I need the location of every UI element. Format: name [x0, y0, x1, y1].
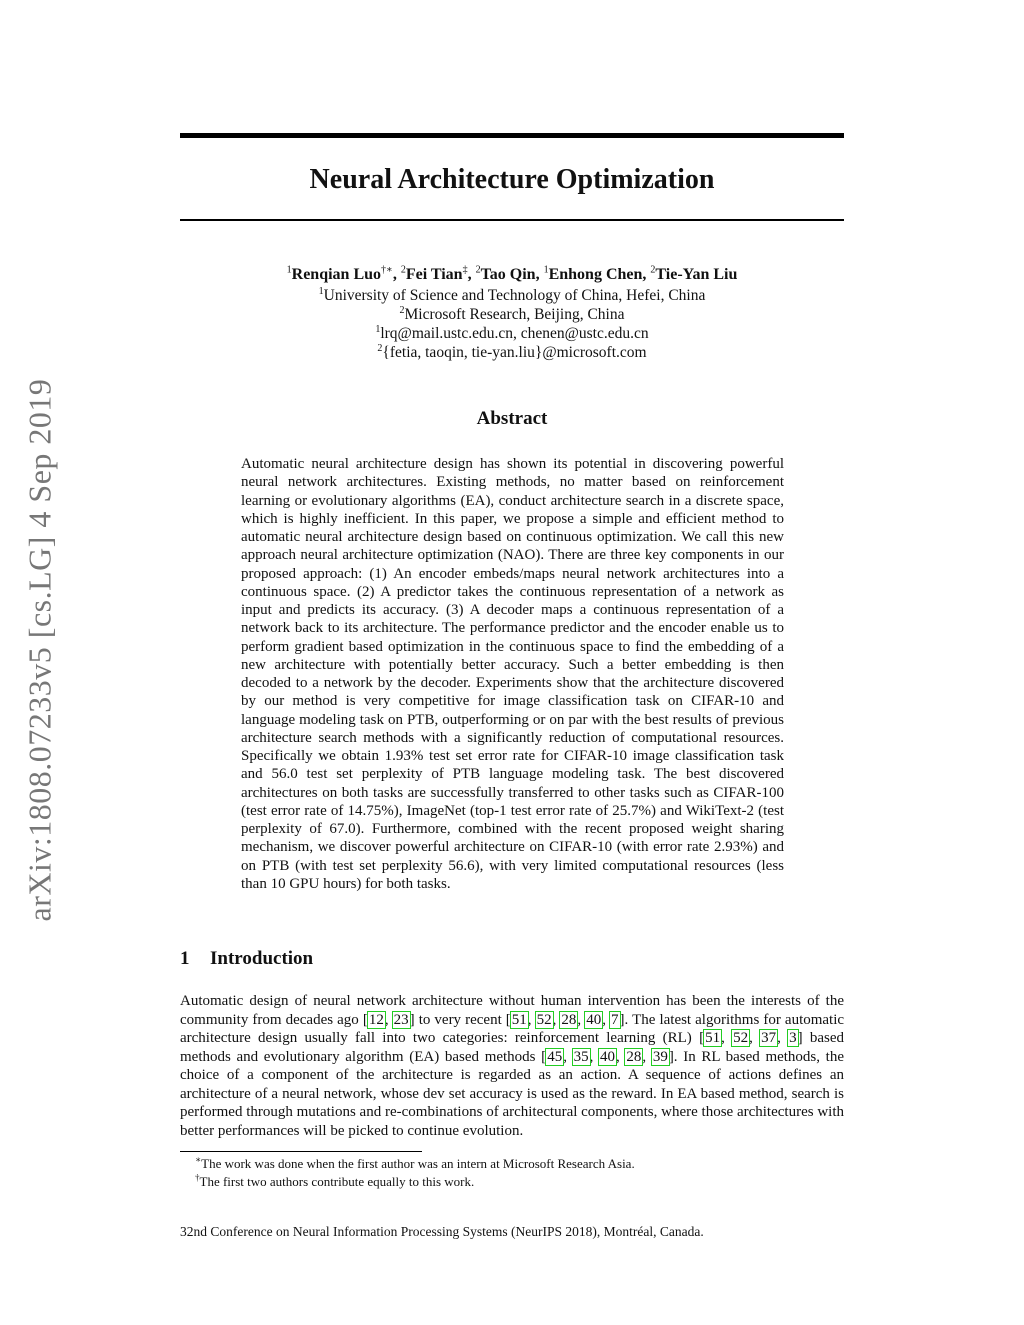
citation-link[interactable]: 12	[368, 1011, 384, 1028]
footnote-rule	[180, 1151, 422, 1152]
citation-link[interactable]: 40	[586, 1011, 602, 1028]
affiliation-list	[180, 286, 844, 362]
author-list: $^1$Renqian Luo†∗, $^2$Fei Tian‡, $^2$Tao Qin, $^1$Enhong Chen, $^2$Tie-Yan Liu	[286, 264, 738, 283]
section-title: Introduction	[210, 948, 314, 969]
author-block	[180, 264, 844, 362]
author-affil-sup: 1	[286, 264, 292, 276]
footnote-mark: ∗	[195, 1154, 202, 1165]
introduction-paragraph: Automatic design of neural network architecture without human intervention has been the interests of the community from decades ago [12, 23] to very recent [51, 52, 28, 40, 7]. The latest algorithms for automatic architecture design usually fall into two categories: reinforcement learning (RL) [51, 52, 37, 3] based methods and evolutionary algorithm (EA) based methods [45, 35, 40, 28, 39]. In RL based methods, the choice of a component of the architecture is regarded as an action. A sequence of actions defines an architecture of a neural network, whose dev set accuracy is used as the reward. In EA based method, search is performed through mutations and re-combinations of architectural components, where those architectures with better performances will be picked to continue evolution.	[180, 993, 845, 1139]
affiliation-line	[180, 305, 844, 324]
footnote-text: The work was done when the first author was an intern at Microsoft Research Asia.	[201, 1156, 635, 1171]
section-number: 1	[180, 948, 190, 969]
abstract-heading: Abstract	[476, 408, 548, 429]
citation-link[interactable]: 51	[511, 1011, 527, 1028]
footnote-text: The first two authors contribute equally to this work.	[199, 1174, 475, 1189]
affiliation-text: Microsoft Research, Beijing, China	[404, 306, 625, 323]
footnote	[195, 1173, 845, 1191]
citation-link[interactable]: 7	[611, 1011, 619, 1028]
footnote	[195, 1155, 845, 1173]
citation-link[interactable]: 23	[393, 1011, 409, 1028]
affiliation-sup: 2	[377, 342, 383, 354]
affiliation-line	[180, 324, 844, 343]
author-footnote-mark: †∗	[381, 264, 393, 276]
affiliation-sup: 2	[399, 304, 405, 316]
author-name: Tie-Yan Liu	[655, 266, 738, 283]
footnotes	[195, 1155, 845, 1191]
title-rule-bottom	[180, 219, 844, 221]
citation-link[interactable]: 28	[626, 1048, 642, 1065]
author-affil-sup: 2	[475, 264, 481, 276]
citation-link[interactable]: 51	[705, 1030, 721, 1046]
citation-link[interactable]: 28	[561, 1011, 577, 1028]
footnote-mark: †	[195, 1172, 200, 1183]
citation-link[interactable]: 37	[761, 1030, 777, 1046]
venue-footer: 32nd Conference on Neural Information Processing Systems (NeurIPS 2018), Montréal, Canada.	[180, 1224, 704, 1239]
abstract-text: Automatic neural architecture design has shown its potential in discovering powerful neural network architectures. Existing methods, no matter based on reinforcement learning or evolutionary algorithms (EA), conduct architecture search in a discrete space, which is highly inefficient. In this paper, we propose a simple and efficient method to automatic neural architecture design based on continuous optimization. We call this new approach neural architecture optimization (NAO). There are three key components in our proposed approach: (1) An encoder embeds/maps neural network architectures into a continuous space. (2) A predictor takes the continuous representation of a network as input and predicts its accuracy. (3) A decoder maps a continuous representation of a network back to its architecture. The performance predictor and the encoder enable us to perform gradient based optimization in the continuous space to find the embedding of a new architecture with potentially better accuracy. Such a better embedding is then decoded to a network by the decoder. Experiments show that the architecture discovered by our method is very competitive for image classification task on CIFAR-10 and language modeling task on PTB, outperforming or on par with the best results of previous architecture search methods with a significantly reduction of computational resources. Specifically we obtain 1.93% test set error rate for CIFAR-10 image classification task and 56.0 test set perplexity of PTB language modeling task. The best discovered architectures on both tasks are successfully transferred to other tasks such as CIFAR-100 (test error rate of 14.75%), ImageNet (top-1 test error rate of 25.7%) and WikiText-2 (test perplexity of 67.0). Furthermore, combined with the recent proposed weight sharing mechanism, we discover powerful architecture on CIFAR-10 (with error rate 2.93%) and on PTB (with test set perplexity 56.6), with very limited computational resources (less than 10 GPU hours) for both tasks.	[241, 456, 784, 892]
author-name: Renqian Luo	[291, 266, 382, 283]
arxiv-stamp: arXiv:1808.07233v5 [cs.LG] 4 Sep 2019	[21, 378, 58, 922]
affiliation-text: lrq@mail.ustc.edu.cn, chenen@ustc.edu.cn	[380, 325, 649, 342]
citation-link[interactable]: 35	[573, 1048, 589, 1065]
citation-link[interactable]: 40	[600, 1048, 615, 1065]
author-affil-sup: 2	[650, 264, 656, 276]
author-name: Enhong Chen	[548, 266, 643, 283]
paper-title: Neural Architecture Optimization	[309, 164, 715, 195]
author-name: Fei Tian	[405, 266, 463, 283]
author-affil-sup: 1	[543, 264, 549, 276]
author-affil-sup: 2	[400, 264, 406, 276]
affiliation-text: University of Science and Technology of China, Hefei, China	[323, 287, 706, 304]
citation-link[interactable]: 52	[733, 1030, 749, 1046]
citation-link[interactable]: 45	[547, 1048, 563, 1065]
affiliation-sup: 1	[375, 323, 381, 335]
citation-link[interactable]: 39	[652, 1048, 668, 1065]
citation-link[interactable]: 3	[789, 1030, 797, 1046]
section-heading	[180, 948, 313, 970]
affiliation-line	[180, 343, 844, 362]
author-footnote-mark: ‡	[462, 264, 468, 276]
citation-link[interactable]: 52	[536, 1011, 552, 1028]
affiliation-sup: 1	[318, 285, 324, 297]
affiliation-text: {fetia, taoqin, tie-yan.liu}@microsoft.com	[382, 344, 647, 361]
author-name: Tao Qin	[480, 266, 536, 283]
affiliation-line	[180, 286, 844, 305]
title-rule-top	[180, 133, 844, 138]
